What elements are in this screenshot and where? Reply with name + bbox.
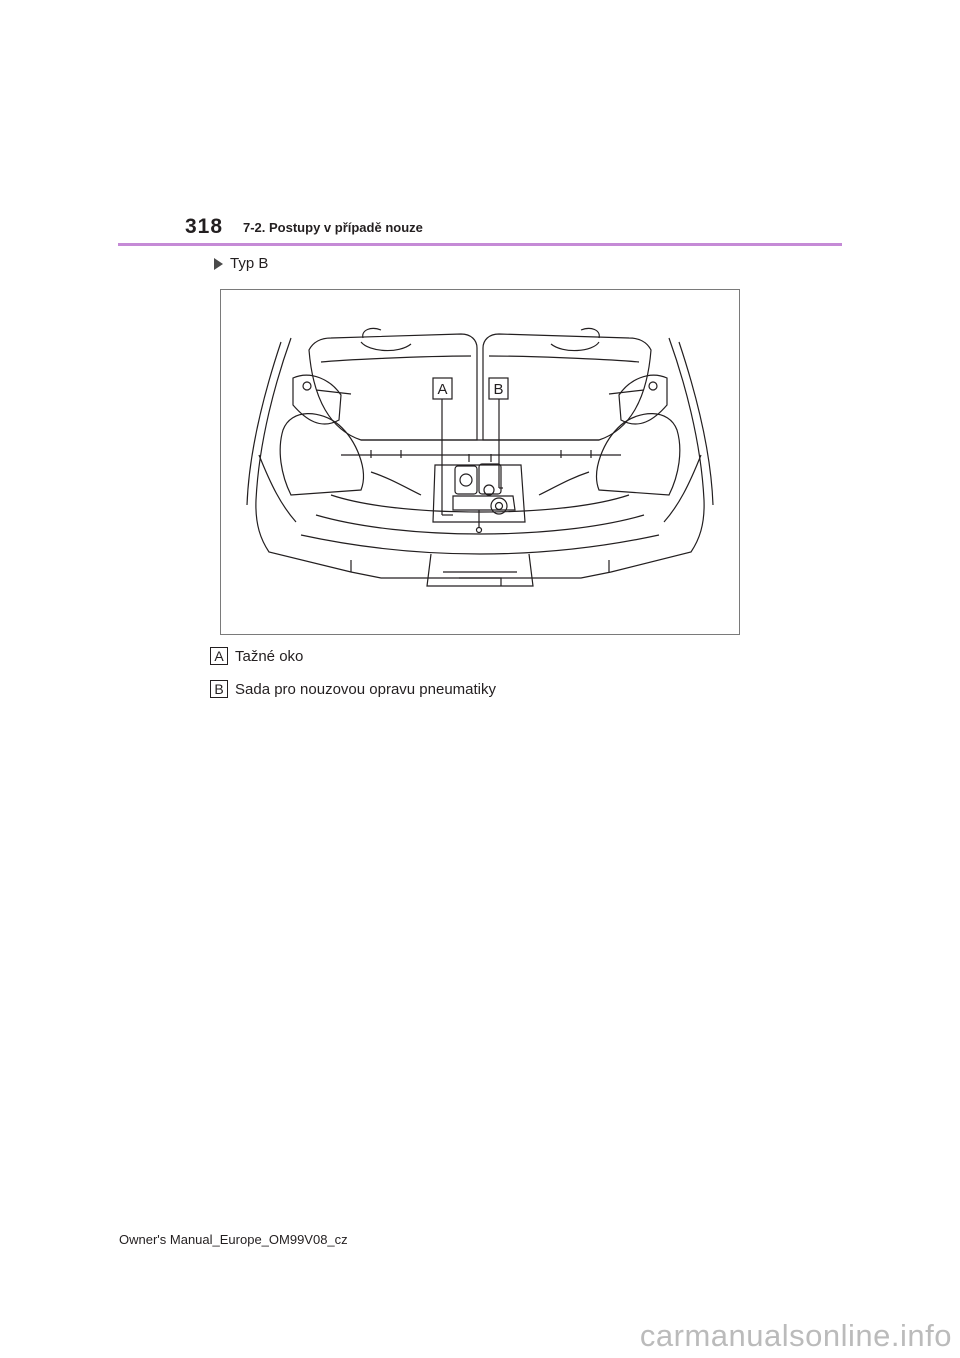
section-title: 7-2. Postupy v případě nouze [243,220,423,235]
legend-item-a [210,647,303,665]
luggage-compartment-illustration [221,290,739,634]
subheading-label: Typ B [230,255,269,272]
bullet-triangle-icon [214,258,223,270]
callout-a: A [437,381,448,398]
page-number: 318 [185,215,224,238]
legend-text-b: Sada pro nouzovou opravu pneumatiky [235,680,497,698]
watermark: carmanualsonline.info [639,1318,952,1353]
legend-letter-a: A [210,647,228,665]
footer-manual-id: Owner's Manual_Europe_OM99V08_cz [119,1232,348,1247]
subheading [214,255,268,272]
luggage-compartment-figure [220,289,740,635]
legend-letter-b: B [210,680,228,698]
legend-text-a: Tažné oko [235,647,304,665]
callout-b: B [493,381,504,398]
legend-item-b [210,680,496,698]
header-rule [118,243,842,246]
